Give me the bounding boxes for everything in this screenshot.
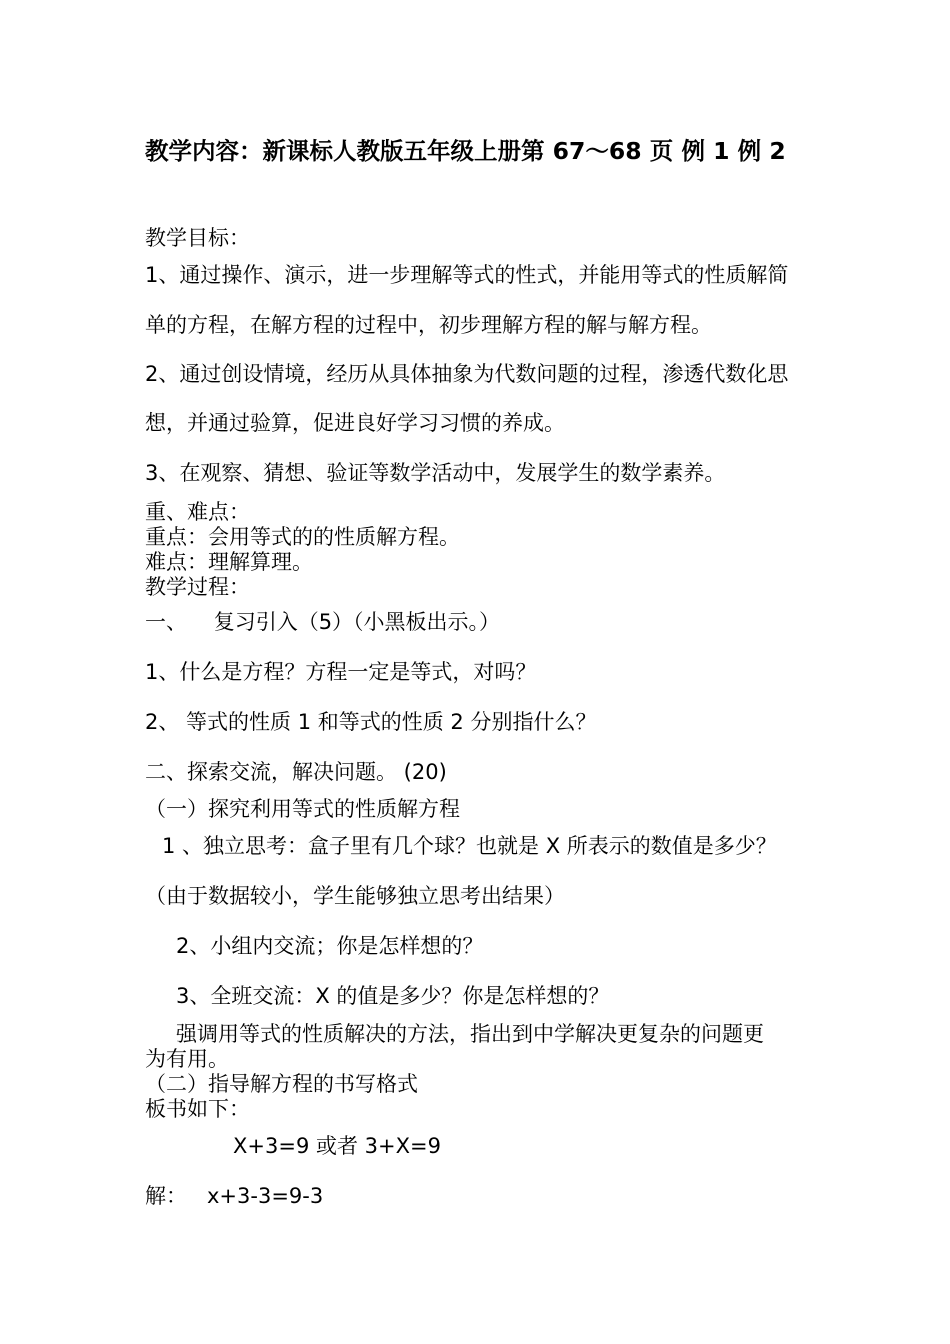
step-2: 2、小组内交流；你是怎样想的？: [176, 934, 484, 958]
step-3: 3、全班交流：X 的值是多少？你是怎样想的？: [176, 984, 610, 1008]
subsection-2-heading: （二）指导解方程的书写格式: [145, 1072, 418, 1096]
difficult-point: 难点：理解算理。: [145, 550, 313, 574]
objective-1-line-1: 1、通过操作、演示，进一步理解等式的性式，并能用等式的性质解简: [145, 263, 789, 287]
review-question-1: 1、什么是方程？方程一定是等式，对吗？: [145, 660, 537, 684]
section-2-heading: 二、探索交流，解决问题。 (20): [145, 760, 447, 784]
solution-label: 解：: [145, 1184, 187, 1208]
objectives-heading: 教学目标：: [145, 226, 250, 250]
emphasis-line-2: 为有用。: [145, 1047, 229, 1071]
objective-2-line-2: 想，并通过验算，促进良好学习习惯的养成。: [145, 411, 565, 435]
process-heading: 教学过程：: [145, 575, 250, 599]
section-1-heading: 一、 复习引入（5）（小黑板出示。）: [145, 610, 501, 634]
document-title: 教学内容：新课标人教版五年级上册第 67～68 页 例 1 例 2: [145, 137, 786, 165]
review-question-2: 2、 等式的性质 1 和等式的性质 2 分别指什么？: [145, 710, 597, 734]
step-1-note: （由于数据较小，学生能够独立思考出结果）: [145, 884, 565, 908]
subsection-1-heading: （一）探究利用等式的性质解方程: [145, 797, 460, 821]
emphasis-line-1: 强调用等式的性质解决的方法，指出到中学解决更复杂的问题更: [176, 1022, 764, 1046]
objective-3: 3、在观察、猜想、验证等数学活动中，发展学生的数学素养。: [145, 461, 726, 485]
key-point: 重点：会用等式的的性质解方程。: [145, 525, 460, 549]
solution-step: x+3-3=9-3: [207, 1184, 324, 1208]
objective-2-line-1: 2、通过创设情境，经历从具体抽象为代数问题的过程，渗透代数化思: [145, 362, 789, 386]
step-1: 1 、独立思考：盒子里有几个球？也就是 X 所表示的数值是多少？: [162, 834, 777, 858]
key-points-heading: 重、难点：: [145, 500, 250, 524]
board-heading: 板书如下：: [145, 1097, 250, 1121]
equation: X+3=9 或者 3+X=9: [233, 1134, 441, 1158]
objective-1-line-2: 单的方程，在解方程的过程中，初步理解方程的解与解方程。: [145, 313, 712, 337]
